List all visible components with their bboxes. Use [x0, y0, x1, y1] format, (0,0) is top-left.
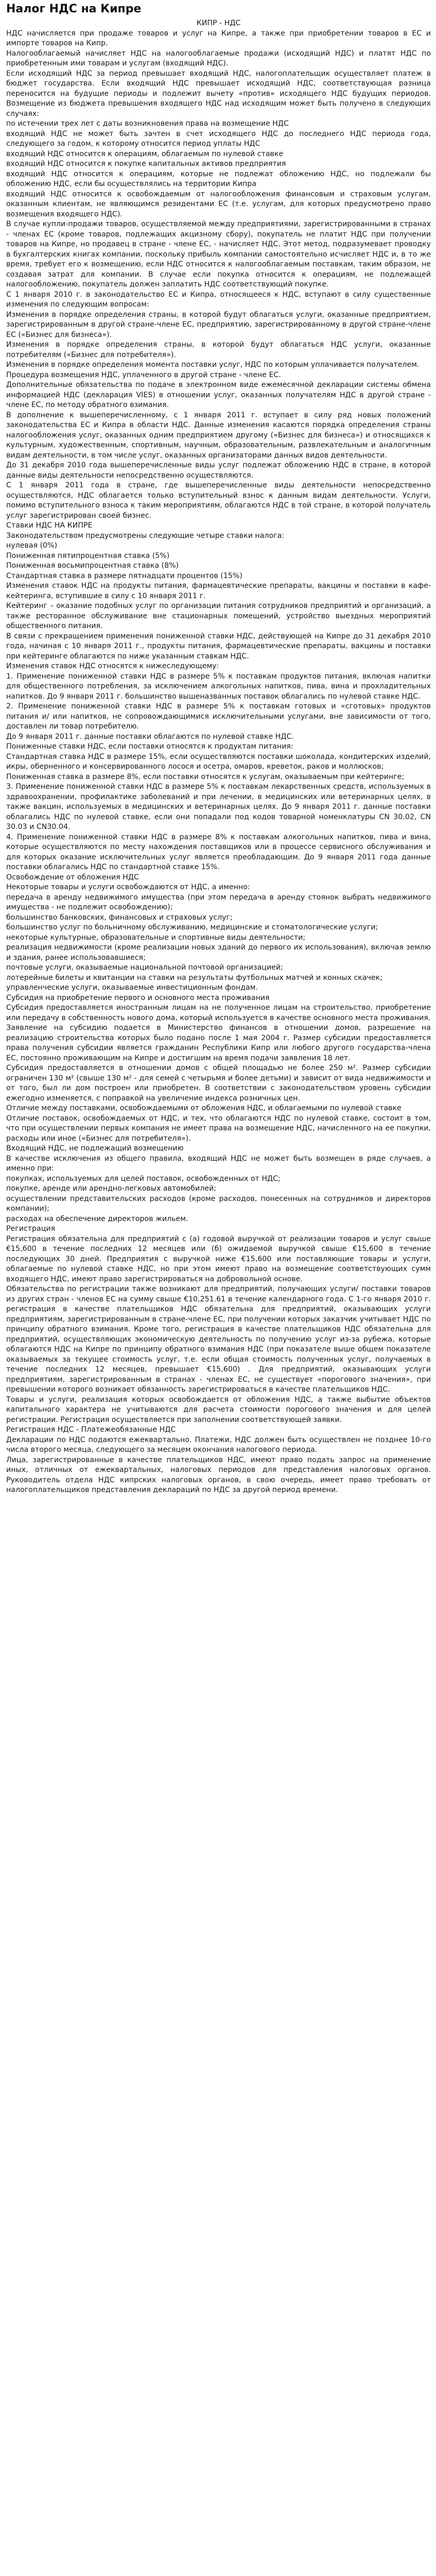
paragraph: Входящий НДС, не подлежащий возмещению [6, 1144, 184, 1153]
paragraph: 2. Применение пониженной ставки НДС в размере 5% к поставкам готовых и «сготовых» продуктов питания и/ или напитков, не сопровождающимися исключительными услугами, вне зависимости от того, доставлен ли товар потребителю. [6, 702, 431, 731]
article-body [6, 29, 431, 1496]
paragraph: расходах на обеспечение директоров жильем. [6, 1214, 188, 1223]
paragraph: Изменения в порядке определения момента поставки услуг, НДС по которым уплачивается получателем. [6, 361, 420, 369]
paragraph: В случае купли-продажи товаров, осуществляемой между предприятиями, зарегистрированными в странах - членах ЕС (кроме товаров, подлежащих акцизному сбору), покупатель не платит НДС при получении товаров на Кипре, но продавец в стране - члене ЕС, - начисляет НДС. Этот метод, подразумевает проводку в бухгалтерских книгах компании, поскольку прибыль компании самостоятельно исчисляет НДС и, в то же время, требует его к возмещению, если НДС относится к налогооблагаемым поставкам, таким образом, не создавая затрат для компании. В случае если покупка относится к операциям, не подлежащей налогообложению, покупатель должен заплатить НДС соответствующий покупке. [6, 220, 431, 289]
paragraph: 1. Применение пониженной ставки НДС в размере 5% к поставкам продуктов питания, включая напитки для общественного потребления, за исключением алкогольных напитков, пива, вина и прохладительных напитков. До 9 января 2011 г. большинство вышеназванных поставок облагались по нулевой ставке НДС. [6, 672, 431, 701]
paragraph: Регистрация [6, 1225, 56, 1233]
paragraph: Заявление на субсидию подается в Министерство финансов в отношении домов, разрешение на реализацию строительства которых было подано после 1 мая 2004 г. Размер субсидии предоставляется права получения субсидии является гражданин Республики Кипр или любого другого государства-члена ЕС, постоянно проживающим на Кипре и достигшим на время подачи заявления 18 лет. [6, 1024, 431, 1062]
paragraph: Обязательства по регистрации также возникают для предприятий, получающих услуги/ поставки товаров из других стран - членов ЕС на сумму свыше €10,251.61 в течение календарного года. С 1-го января 2010 г. регистрация в качестве плательщиков НДС обязательна для предприятий, оказывающих услуги предприятиям, зарегистрированным в стране-члене ЕС, при получении которых заказчик учитывает НДС по принципу обратного взимания. Кроме того, регистрация в качестве плательщиков НДС обязательна для предприятий, осуществляющих экономическую деятельность по получению услуг из-за рубежа, которые облагаются НДС на Кипре по принципу обратного взимания НДС (при показателе выше общем показателе оказываемых за текущее стоимость услуг, т.е. если общая стоимость полученных услуг, получаемых в течение последних 12 месяцев, превышает €15,600) . Для предприятий, оказывающих услуги предприятиям, зарегистрированным в странах - членах ЕС, не существует «порогового значения», при превышении которого возникает обязанность зарегистрироваться в качестве плательщиков НДС. [6, 1285, 431, 1394]
paragraph: входящий НДС относится к покупке капитальных активов предприятия [6, 160, 286, 168]
paragraph: Изменения ставок НДС на продукты питания, фармацевтические препараты, вакцины и поставки в кафе-кейтеринга, вступившие в силу с 10 января 2011 г. [6, 582, 431, 600]
paragraph: Отличие между поставками, освобождаемыми от обложения НДС, и облагаемыми по нулевой ставке [6, 1104, 402, 1112]
paragraph: Дополнительные обязательства по подаче в электронном виде ежемесячной декларации системы обмена информацией НДС (декларация VIES) в отношении услуг, оказанных получателям НДС в другой стране - члене ЕС, по методу обратного взимания. [6, 381, 431, 409]
paragraph: Товары и услуги, реализация которых освобождается от обложения НДС, а также выбытие объектов капитального характера не учитываются для расчета стоимости порогового значения и для целей регистрации. Регистрация осуществляется при заполнении соответствующей заявки. [6, 1395, 431, 1424]
paragraph: входящий НДС относится к операциям, облагаемым по нулевой ставке [6, 149, 284, 158]
paragraph: Регистрация НДС - Платежеобязанные НДС [6, 1426, 176, 1434]
paragraph: Декларации по НДС подаются ежеквартально. Платежи, НДС должен быть осуществлен не позднее 10-го числа второго месяца, следующего за месяцем окончания налогового периода. [6, 1435, 431, 1454]
paragraph: покупке, аренде или арендно-легковых автомобилей; [6, 1184, 216, 1193]
paragraph: Лица, зарегистрированные в качестве плательщиков НДС, имеют право подать запрос на применение иных, отличных от ежеквартальных, налоговых периодов для представления налоговых органов. Руководитель отдела НДС кипрских налоговых органов, в свою очередь, имеет право требовать от налогоплательщиков представления деклараций по НДС за другой период времени. [6, 1455, 431, 1494]
paragraph: Регистрация обязательна для предприятий с (а) годовой выручкой от реализации товаров и услуг свыше €15,600 в течение последних 12 месяцев или (б) ожидаемой выручкой свыше €15,600 в течение последующих 30 дней. Предприятия с выручкой ниже €15,600 или поставляющие товары и услуги, облагаемые по нулевой ставке НДС, но при этом имеют право на возмещение соответствующих сумм входящего НДС, имеют право зарегистрироваться на добровольной основе. [6, 1234, 431, 1283]
paragraph: Субсидия предоставляется в отношении домов с общей площадью не более 250 м². Размер субсидии ограничен 130 м² (свыше 130 м² - для семей с четырьмя и более детьми) и зависит от вида недвижимости и от того, был ли дом построен или приобретен. В соответствии с законодательством уровень субсидии ежегодно изменяется, с поправкой на увеличение индекса розничных цен. [6, 1064, 431, 1103]
paragraph: Пониженная пятипроцентная ставка (5%) [6, 551, 170, 560]
paragraph: Законодательством предусмотрены следующие четыре ставки налога: [6, 531, 285, 540]
paragraph: Субсидия предоставляется иностранным лицам на не полученное лицам на строительство, приобретение или передачу в собственность нового дома, который используется в качестве основного места проживания. [6, 1004, 431, 1022]
page-title: Налог НДС на Кипре [6, 3, 142, 15]
paragraph: управленческие услуги, оказываемые инвестиционным фондам. [6, 984, 258, 992]
paragraph: Субсидия на приобретение первого и основного места проживания [6, 993, 270, 1002]
paragraph: большинство услуг по больничному обслуживанию, медицинские и стоматологические услуги; [6, 923, 378, 931]
paragraph: почтовые услуги, оказываемые национальной почтовой организацией; [6, 963, 283, 972]
page-subtitle: КИПР - НДС [196, 19, 241, 27]
paragraph: лотерейные билеты и квитанции на ставки на результаты футбольных матчей и конных скачек; [6, 973, 382, 982]
paragraph: Освобождение от обложения НДС [6, 873, 139, 882]
paragraph: В связи с прекращением применения пониженной ставки НДС, действующей на Кипре до 31 декабря 2010 года, начиная с 10 января 2011 г., продукты питания, фармацевтические препараты, вакцины и поставки при кейтеринге облагаются по ниже указанным ставкам НДС. [6, 632, 431, 660]
paragraph: С 1 января 2011 года в стране, где вышеперечисленные виды деятельности непосредственно осуществляются, НДС облагается только вступительный взнос к данным видам деятельности. Услуги, помимо вступительного взноса к таким мероприятиям, облагаются НДС в той стране, в которой получатель услуг зарегистрирован своей бизнес. [6, 481, 431, 520]
paragraph: некоторые культурные, образовательные и спортивные виды деятельности; [6, 933, 306, 942]
paragraph: Пониженная восьмипроцентная ставка (8%) [6, 562, 179, 570]
paragraph: Изменения ставок НДС относятся к нижеследующему: [6, 662, 219, 670]
paragraph: входящий НДС не может быть зачтен в счет исходящего НДС до последнего НДС периода года, следующего за годом, к которому относится период уплаты НДС [6, 129, 431, 148]
paragraph: Пониженные ставки НДС, если поставки относятся к продуктам питания: [6, 742, 293, 751]
paragraph: реализация недвижимости (кроме реализации новых зданий до первого их использования), включая землю и здания, ранее использовавшиеся; [6, 943, 431, 962]
paragraph: В дополнение к вышеперечисленному, с 1 января 2011 г. вступает в силу ряд новых положений законодательства ЕС и Кипра в области НДС. Данные изменения касаются порядка определения страны налогообложения услуг, оказанных одним предприятием другому («Бизнес для бизнеса») и относящихся к культурным, художественным, спортивным, научным, образовательным, развлекательным и аналогичным видам деятельности, в том числе услуг, оказанных организаторами данных видов деятельности. [6, 411, 431, 460]
paragraph: нулевая (0%) [6, 541, 58, 550]
paragraph: входящий НДС относится к освобождаемым от налогообложения финансовым и страховым услугам, оказанным клиентам, не являющимся резидентами ЕС (т.е. услугам, для которых предусмотрено право возмещения входящего НДС). [6, 190, 431, 218]
paragraph: Пониженная ставка в размере 8%, если поставки относятся к услугам, оказываемым при кейтеринге; [6, 772, 405, 781]
paragraph: 4. Применение пониженной ставки НДС в размере 8% к поставкам алкогольных напитков, пива и вина, которые осуществляются по месту нахождения поставщиков или в процессе сервисного обслуживания и для которых оказание исключительных услуг является преобладающим. До 9 января 2011 года данные поставки облагались НДС по стандартной ставке 15%. [6, 833, 431, 871]
paragraph: передача в аренду недвижимого имущества (при этом передача в аренду стоянок выбрать недвижимого имущества - не подлежит освобождению); [6, 893, 431, 911]
paragraph: Стандартная ставка в размере пятнадцати процентов (15%) [6, 571, 242, 580]
paragraph: входящий НДС относится к операциям, которые не подлежат обложению НДС, но подлежали бы обложению НДС, если бы осуществлялись на территории Кипра [6, 170, 431, 188]
paragraph: Процедура возмещения НДС, уплаченного в другой стране - члене ЕС. [6, 370, 281, 379]
paragraph: В качестве исключения из общего правила, входящий НДС не может быть возмещен в ряде случаев, а именно при: [6, 1154, 431, 1173]
paragraph: Некоторые товары и услуги освобождаются от НДС, а именно: [6, 883, 250, 891]
paragraph: До 31 декабря 2010 года вышеперечисленные виды услуг подлежат обложению НДС в стране, в которой данные виды деятельности непосредственно осуществляются. [6, 461, 431, 480]
paragraph: Кейтеринг – оказание подобных услуг по организации питания сотрудников предприятий и организаций, а также ресторанное обслуживание вне стационарных помещений, устройство выездных мероприятий общественного питания. [6, 602, 431, 630]
paragraph: Изменения в порядке определения страны, в которой будут облагаться НДС услуги, оказанные потребителям («Бизнес для потребителя»). [6, 341, 431, 359]
paragraph: по истечении трех лет с даты возникновения права на возмещение НДС [6, 120, 289, 128]
paragraph: До 9 января 2011 г. данные поставки облагаются по нулевой ставке НДС. [6, 732, 294, 741]
paragraph: большинство банковских, финансовых и страховых услуг; [6, 913, 233, 922]
paragraph: С 1 января 2010 г. в законодательство ЕС и Кипра, относящееся к НДС, вступают в силу существенные изменения по следующим вопросам: [6, 290, 431, 309]
paragraph: Ставки НДС НА КИПРЕ [6, 521, 93, 530]
paragraph: Изменения в порядке определения страны, в которой будут облагаться услуги, оказанные предприятием, зарегистрированным в другой стране-члене ЕС, предприятию, зарегистрированному в другой стране-члене ЕС («Бизнес для бизнеса»). [6, 310, 431, 339]
paragraph: осуществлении представительских расходов (кроме расходов, понесенных на сотрудников и директоров компании); [6, 1194, 431, 1213]
paragraph: Налогооблагаемый начисляет НДС на налогооблагаемые продажи (исходящий НДС) и платят НДС по приобретенным ими товарам и услугам (входящий НДС). [6, 49, 431, 67]
paragraph: Если исходящий НДС за период превышает входящий НДС, налогоплательщик осуществляет платеж в бюджет государства. Если входящий НДС превышает исходящий НДС, соответствующая разница переносится на будущие периоды и подлежит вычету «против» исходящего НДС будущих периодов. Возмещение из бюджета превышения входящего НДС над исходящим может быть получено в следующих случаях: [6, 69, 431, 118]
paragraph: НДС начисляется при продаже товаров и услуг на Кипре, а также при приобретении товаров в ЕС и импорте товаров на Кипр. [6, 29, 431, 47]
paragraph: 3. Применение пониженной ставки НДС в размере 5% к поставкам лекарственных средств, используемых в здравоохранении, профилактике заболеваний и при лечении, в медицинских или ветеринарных целях, в также вакцин, используемых в медицинских и ветеринарных целях. До 9 января 2011 г. данные поставки облагались НДС по нулевой ставке, если они попадали под кодов товарной номенклатуры CN 30.02, CN 30.03 и CN30.04. [6, 783, 431, 831]
paragraph: Стандартная ставка НДС в размере 15%, если осуществляются поставки шоколада, кондитерских изделий, икры, оберненного и консервированного лосося и осетра, омаров, креветок, раков и моллюсков; [6, 752, 431, 771]
paragraph: Отличие поставок, освобождаемых от НДС, и тех, что облагаются НДС по нулевой ставке, состоит в том, что при осуществлении первых компания не имеет права на возмещение НДС, начисленного на ее покупки, расходы или иное («Бизнес для потребителя»). [6, 1114, 431, 1143]
paragraph: покупках, используемых для целей поставок, освобожденных от НДС; [6, 1174, 281, 1183]
